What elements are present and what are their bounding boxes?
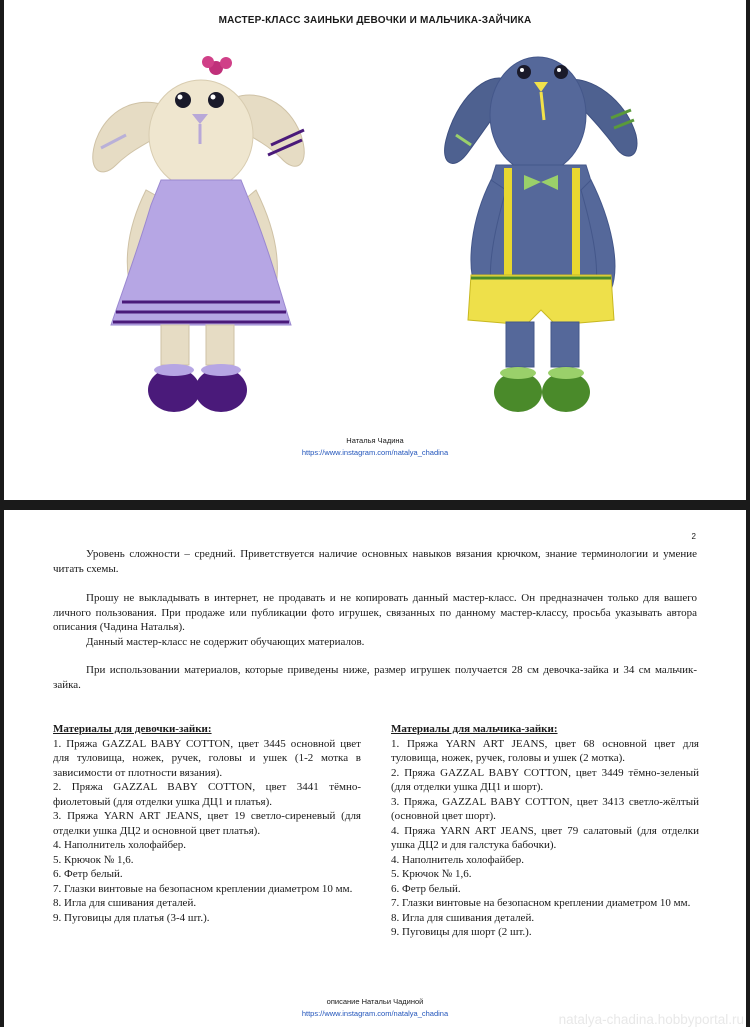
girl-bunny-photo [56, 40, 336, 415]
page-two [4, 510, 746, 1027]
footer-link[interactable]: https://www.instagram.com/natalya_chadina [301, 1009, 449, 1018]
list-item: 7. Глазки винтовые на безопасном креплении диаметром 10 мм. [391, 897, 691, 909]
list-item: 7. Глазки винтовые на безопасном креплении диаметром 10 мм. [53, 882, 353, 895]
copyright-paragraph [53, 591, 697, 649]
site-watermark: natalya-chadina.hobbyportal.ru [558, 1012, 744, 1027]
list-item: 6. Фетр белый. [53, 868, 123, 880]
list-item: 4. Наполнитель холофайбер. [391, 853, 525, 866]
list-item: 3. Пряжа YARN ART JEANS, цвет 19 светло-сиреневый (для отделки ушка ДЦ2 и основной цвет платья). [53, 810, 361, 837]
paragraph-text: Данный мастер-класс не содержит обучающих материалов. [86, 635, 365, 648]
instagram-link[interactable]: https://www.instagram.com/natalya_chadina [301, 448, 449, 457]
paragraph-text: Прошу не выкладывать в интернет, не продавать и не копировать данный мастер-класс. Он предназначен только для вашего личного пользования. При продаже или публикации фото игрушек, связанных по данному мастер-классу, просьба указывать автора описания (Чадина Наталья). [53, 592, 697, 633]
list-item: 1. Пряжа YARN ART JEANS, цвет 68 основной цвет для туловища, ножек, ручек, головы и ушек (2 мотка). [391, 737, 699, 764]
list-item: 9. Пуговицы для платья (3-4 шт.). [53, 911, 210, 924]
list-item: 3. Пряжа, GAZZAL BABY COTTON, цвет 3413 светло-жёлтый (основной цвет шорт). [391, 795, 699, 822]
size-paragraph [53, 663, 697, 692]
list-item: 1. Пряжа GAZZAL BABY COTTON, цвет 3445 основной цвет для туловища, ножек, ручек, головы и ушек (1-2 мотка в зависимости от плотности вязания). [53, 737, 361, 779]
page-number: 2 [691, 532, 696, 541]
paragraph-text: Уровень сложности – средний. Приветствуется наличие основных навыков вязания крючком, знание терминологии и умение читать схемы. [53, 548, 697, 575]
girl-materials-list [53, 722, 361, 925]
document-title: МАСТЕР-КЛАСС ЗАИНЬКИ ДЕВОЧКИ И МАЛЬЧИКА-ЗАЙЧИКА [218, 15, 532, 26]
paragraph-text: При использовании материалов, которые приведены ниже, размер игрушек получается 28 см девочка-зайка и 34 см мальчик-зайка. [53, 664, 697, 691]
boy-bunny-photo [416, 40, 646, 415]
author-credit: Наталья Чадина [346, 436, 404, 445]
list-item: 6. Фетр белый. [391, 882, 461, 895]
list-item: 8. Игла для сшивания деталей. [53, 897, 197, 909]
list-item: 5. Крючок № 1,6. [391, 868, 472, 880]
list-item: 9. Пуговицы для шорт (2 шт.). [391, 926, 532, 938]
list-item: 2. Пряжа GAZZAL BABY COTTON, цвет 3449 тёмно-зеленый (для отделки ушка ДЦ1 и шорт). [391, 766, 699, 793]
list-item: 5. Крючок № 1,6. [53, 853, 134, 866]
list-item: 4. Пряжа YARN ART JEANS, цвет 79 салатовый (для отделки ушка ДЦ2 и для галстука бабочки). [391, 824, 699, 851]
boy-materials-heading: Материалы для мальчика-зайки: [391, 723, 558, 735]
footer-author: описание Натальи Чадиной [326, 997, 424, 1006]
page-one [4, 0, 746, 500]
list-item: 8. Игла для сшивания деталей. [391, 911, 535, 924]
girl-materials-heading: Материалы для девочки-зайки: [53, 723, 212, 735]
difficulty-paragraph [53, 547, 697, 576]
list-item: 2. Пряжа GAZZAL BABY COTTON, цвет 3441 тёмно-фиолетовый (для отделки ушка ДЦ1 и платья). [53, 781, 361, 808]
list-item: 4. Наполнитель холофайбер. [53, 839, 187, 851]
boy-materials-list [391, 722, 699, 940]
